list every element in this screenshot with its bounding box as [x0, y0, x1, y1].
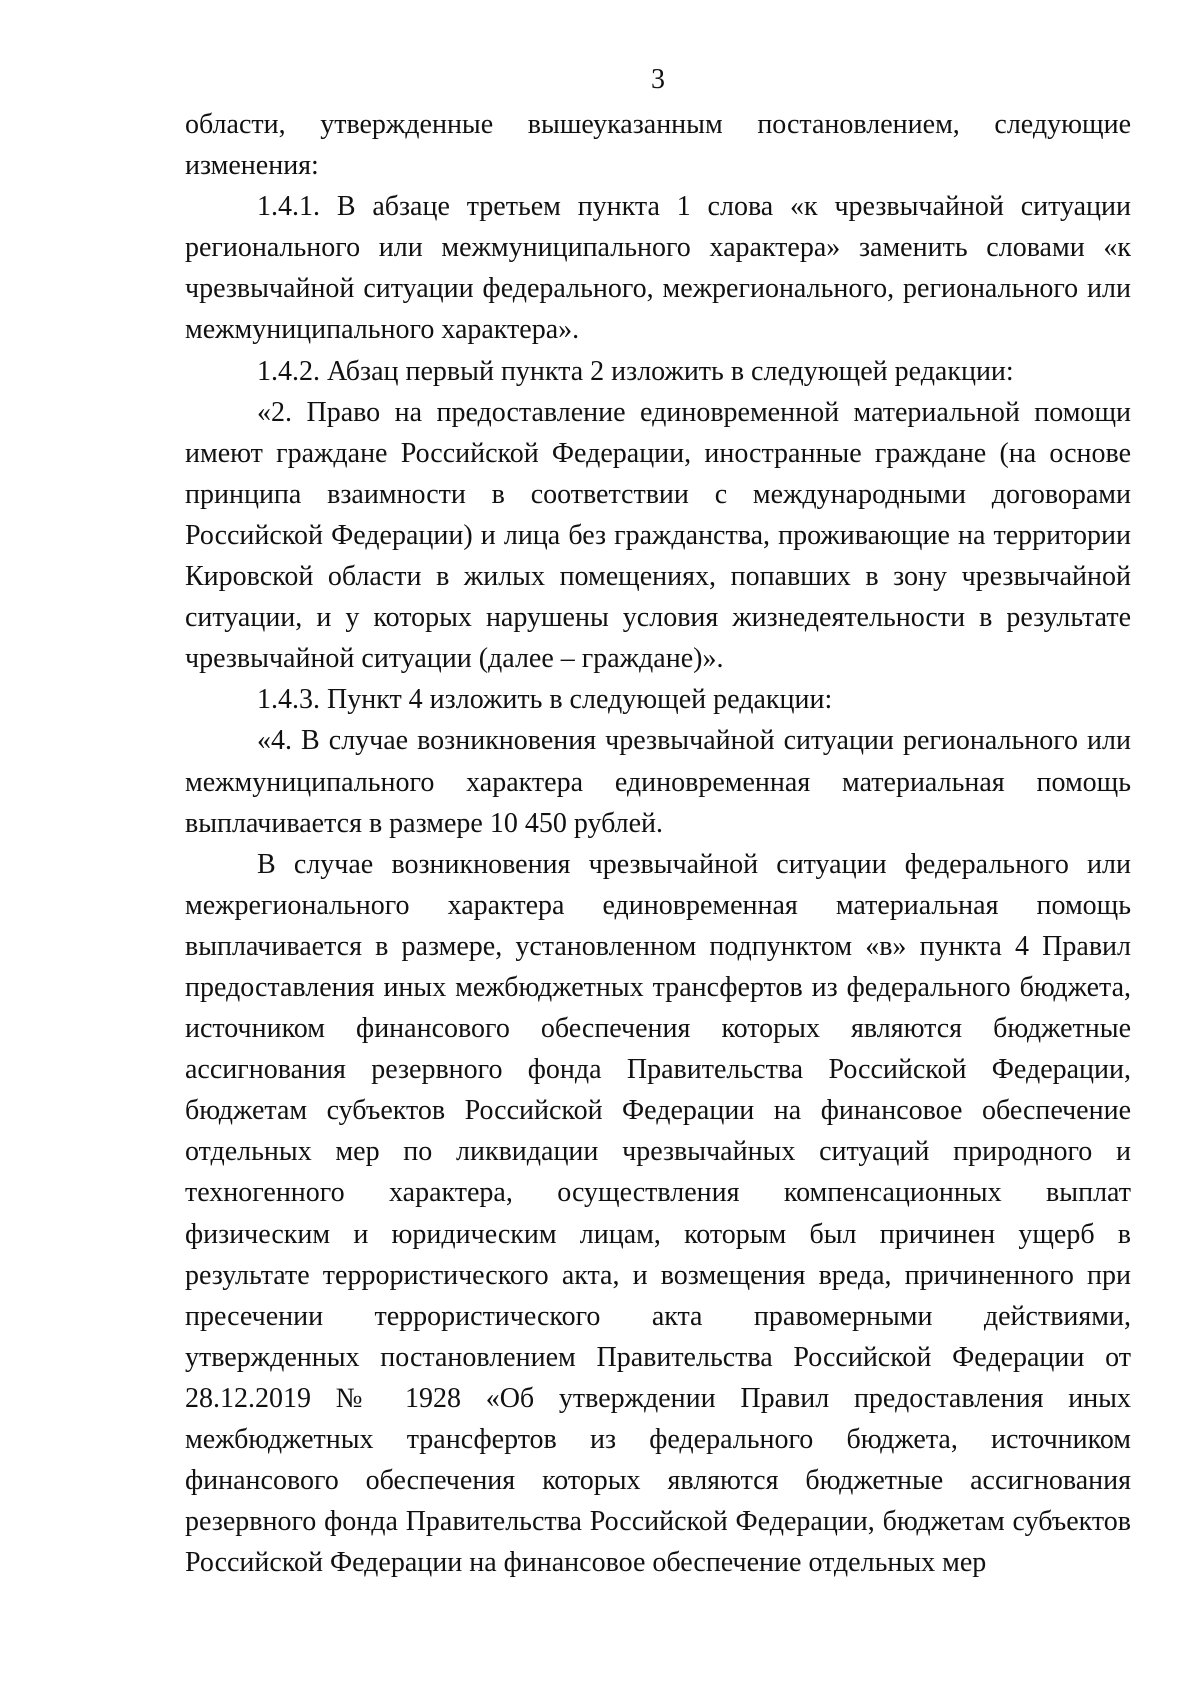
document-page [185, 60, 1131, 1583]
paragraph-quote-2: «2. Право на предоставление единовременной материальной помощи имеют граждане Российской Федерации, иностранные граждане (на основе принципа взаимности в соответствии с международными договорами Российской Федерации) и лица без гражданства, проживающие на территории Кировской области в жилых помещениях, попавших в зону чрезвычайной ситуации, и у которых нарушены условия жизнедеятельности в результате чрезвычайной ситуации (далее – граждане)». [185, 396, 1131, 675]
paragraph-1-4-1: 1.4.1. В абзаце третьем пункта 1 слова «к чрезвычайной ситуации регионального или межмуниципального характера» заменить словами «к чрезвычайной ситуации федерального, межрегионального, регионального или межмуниципального характера». [185, 191, 1131, 346]
paragraph-quote-4: «4. В случае возникновения чрезвычайной ситуации регионального или межмуниципального характера единовременная материальная помощь выплачивается в размере 10 450 рублей. [185, 725, 1131, 839]
paragraph-1-4-3: 1.4.3. Пункт 4 изложить в следующей редакции: [257, 684, 833, 716]
paragraph-1-4-2: 1.4.2. Абзац первый пункта 2 изложить в следующей редакции: [257, 355, 1014, 387]
paragraph-federal-case: В случае возникновения чрезвычайной ситуации федерального или межрегионального характера единовременная материальная помощь выплачивается в размере, установленном подпунктом «в» пункта 4 Правил предоставления иных межбюджетных трансфертов из федерального бюджета, источником финансового обеспечения которых являются бюджетные ассигнования резервного фонда Правительства Российской Федерации, бюджетам субъектов Российской Федерации на финансовое обеспечение отдельных мер по ликвидации чрезвычайных ситуаций природного и техногенного характера, осуществления компенсационных выплат физическим и юридическим лицам, которым был причинен ущерб в результате террористического акта, и возмещения вреда, причиненного при пресечении террористического акта правомерными действиями, утвержденных постановлением Правительства Российской Федерации от 28.12.2019 № 1928 «Об утверждении Правил предоставления иных межбюджетных трансфертов из федерального бюджета, источником финансового обеспечения которых являются бюджетные ассигнования резервного фонда Правительства Российской Федерации, бюджетам субъектов Российской Федерации на финансовое обеспечение отдельных мер [185, 848, 1131, 1579]
paragraph-intro: области, утвержденные вышеуказанным постановлением, следующие изменения: [185, 109, 1131, 182]
page-number: 3 [651, 64, 665, 95]
